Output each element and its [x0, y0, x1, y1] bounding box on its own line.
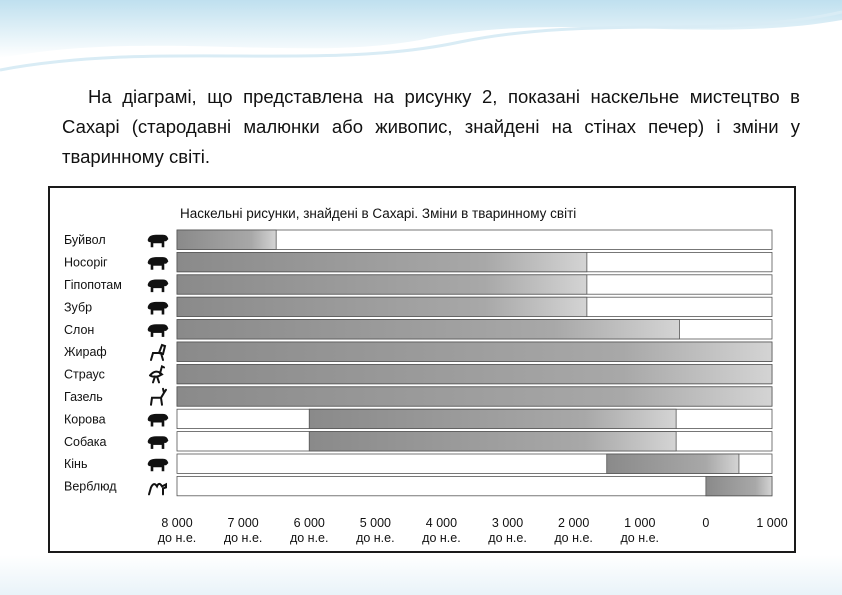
x-tick-sublabel: до н.е. [488, 530, 527, 545]
row-label: Верблюд [64, 479, 117, 494]
camel-icon-shape [149, 484, 166, 495]
x-tick-label: 5 000 [359, 515, 391, 530]
camel-icon [149, 484, 166, 495]
bar-camel [706, 476, 772, 495]
x-tick-label: 4 000 [425, 515, 458, 530]
bar-giraffe [177, 342, 772, 361]
dog-icon-shape [148, 437, 168, 449]
bar-buffalo [177, 230, 276, 249]
elephant-icon-shape [148, 325, 168, 337]
bar-bison [177, 297, 587, 316]
x-tick-label: 1 000 [756, 515, 788, 530]
row-label: Собака [64, 434, 107, 449]
hippo-icon [148, 280, 168, 292]
row-label: Слон [64, 322, 95, 337]
x-tick-sublabel: до н.е. [157, 530, 197, 545]
x-tick-label: 1 000 [624, 515, 656, 530]
bar-gazelle [177, 387, 772, 406]
x-tick-sublabel: до н.е. [289, 530, 329, 545]
row-track [177, 476, 772, 495]
chart-title: Наскельні рисунки, знайдені в Сахарі. Зміни в тваринному світі [180, 206, 577, 221]
giraffe-icon-shape [151, 345, 165, 360]
bison-icon [148, 302, 168, 314]
rhino-icon-shape [148, 257, 168, 269]
bar-elephant [177, 320, 679, 339]
buffalo-icon-shape [148, 235, 168, 247]
row-label: Гіпопотам [64, 278, 122, 292]
horse-icon [148, 459, 168, 471]
cow-icon [148, 414, 168, 426]
horse-icon-shape [148, 459, 168, 471]
row-label: Зубр [64, 300, 93, 315]
x-tick-sublabel: до н.е. [356, 530, 395, 545]
x-tick-sublabel: до н.е. [620, 530, 660, 545]
x-tick-sublabel: до н.е. [223, 530, 263, 545]
x-tick-label: 7 000 [227, 515, 259, 530]
row-label: Кінь [64, 457, 88, 472]
x-tick-label: 0 [702, 515, 710, 530]
x-tick-label: 8 000 [161, 515, 193, 530]
decorative-bottom-fade [0, 555, 842, 595]
gazelle-icon-shape [151, 389, 166, 405]
bison-icon-shape [148, 302, 168, 314]
bar-cow [309, 409, 676, 428]
row-label: Страус [64, 367, 105, 382]
row-label: Корова [64, 412, 106, 427]
row-label: Носоріг [64, 255, 108, 270]
x-tick-label: 6 000 [293, 515, 325, 530]
row-label: Буйвол [64, 233, 106, 248]
bar-ostrich [177, 364, 772, 383]
dog-icon [148, 437, 168, 449]
bar-hippo [177, 275, 587, 294]
cow-icon-shape [148, 414, 168, 426]
rock-art-chart [48, 186, 796, 553]
hippo-icon-shape [148, 280, 168, 292]
row-label: Жираф [64, 345, 107, 360]
row-label: Газель [64, 390, 103, 404]
x-tick-label: 2 000 [558, 515, 590, 530]
x-tick-sublabel: до н.е. [422, 530, 461, 545]
decorative-wave-header [0, 0, 842, 80]
bar-rhino [177, 252, 587, 271]
elephant-icon [148, 325, 168, 337]
rhino-icon [148, 257, 168, 269]
buffalo-icon [148, 235, 168, 247]
intro-paragraph: На діаграмі, що представлена на рисунку 2, показані наскельне мистецтво в Сахарі (стародавні малюнки або живопис, знайдені на стінах печер) і зміни у тваринному світі. [62, 86, 800, 167]
bar-dog [309, 432, 676, 451]
giraffe-icon [151, 345, 165, 360]
x-tick-label: 3 000 [491, 515, 524, 530]
bar-horse [607, 454, 739, 473]
ostrich-icon-shape [150, 366, 164, 382]
gazelle-icon [151, 389, 166, 405]
x-tick-sublabel: до н.е. [554, 530, 593, 545]
chart-canvas [50, 188, 794, 551]
ostrich-icon [150, 366, 164, 382]
